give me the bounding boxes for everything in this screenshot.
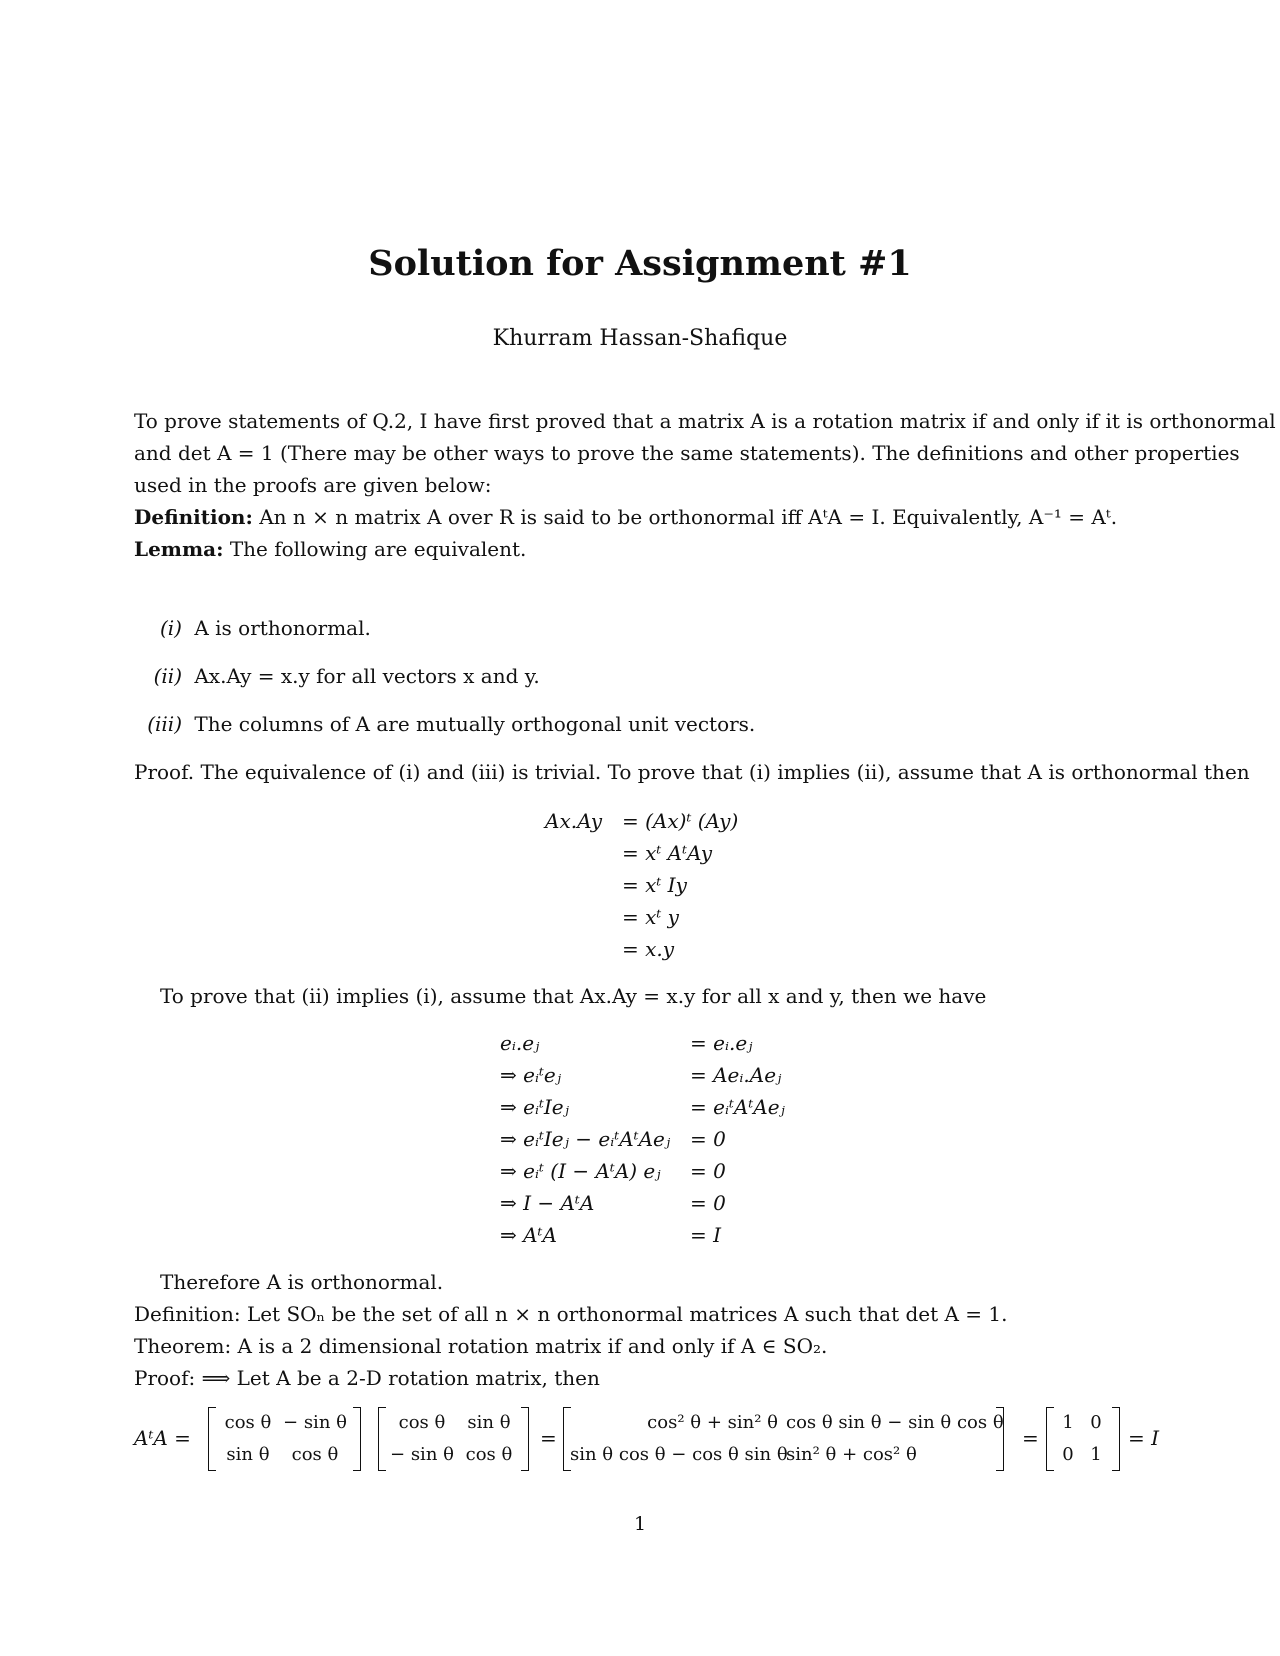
matrix-cell: sin² θ + cos² θ	[786, 1444, 917, 1465]
intro-line-1: To prove statements of Q.2, I have first proved that a matrix A is a rotation matrix if and only if it is orthonormal	[134, 409, 1276, 433]
right-bracket	[996, 1407, 1004, 1471]
equation-1-row: = x.y	[622, 937, 675, 961]
theorem: Theorem: A is a 2 dimensional rotation matrix if and only if A ∈ SO₂.	[134, 1334, 828, 1358]
equation-2-rhs: = Aeᵢ.Aeⱼ	[690, 1063, 782, 1087]
matrix-cell: sin θ	[226, 1444, 270, 1465]
right-bracket	[1112, 1407, 1120, 1471]
equation-2-lhs: ⇒ I − AᵗA	[500, 1191, 595, 1215]
equation-1-row: = xᵗ AᵗAy	[622, 841, 712, 865]
matrix-lhs: AᵗA =	[134, 1426, 191, 1450]
matrix-equals: =	[1022, 1426, 1039, 1450]
matrix-cell: − sin θ	[283, 1412, 347, 1433]
equation-2-lhs: ⇒ eᵢᵗIeⱼ − eᵢᵗAᵗAeⱼ	[500, 1127, 671, 1151]
equation-2-lhs: eᵢ.eⱼ	[500, 1031, 540, 1055]
equation-1-row: = (Ax)ᵗ (Ay)	[622, 809, 739, 833]
left-bracket	[208, 1407, 216, 1471]
matrix-cell: sin θ cos θ − cos θ sin θ	[570, 1444, 788, 1465]
list-item	[134, 615, 371, 641]
author-name: Khurram Hassan-Shafique	[492, 326, 788, 351]
equation-2-lhs: ⇒ eᵢᵗeⱼ	[500, 1063, 562, 1087]
matrix-cell: 1	[1090, 1444, 1102, 1465]
conclusion: Therefore A is orthonormal.	[160, 1270, 444, 1294]
equation-2-lhs: ⇒ AᵗA	[500, 1223, 557, 1247]
list-text: Ax.Ay = x.y for all vectors x and y.	[194, 664, 540, 688]
equation-2-lhs: ⇒ eᵢᵗIeⱼ	[500, 1095, 569, 1119]
list-item	[134, 663, 540, 689]
matrix-cell: 1	[1062, 1412, 1074, 1433]
matrix-cell: 0	[1062, 1444, 1074, 1465]
matrix-cell: 0	[1090, 1412, 1102, 1433]
lemma	[134, 536, 526, 562]
proof-paragraph-2: To prove that (ii) implies (i), assume that Ax.Ay = x.y for all x and y, then we have	[160, 984, 987, 1008]
matrix-cell: cos θ	[291, 1444, 339, 1465]
definition-label: Definition:	[134, 505, 253, 529]
matrix-rhs: = I	[1128, 1426, 1160, 1450]
page-title: Solution for Assignment #1	[368, 243, 912, 284]
list-marker: (i)	[159, 616, 182, 640]
equation-2-rhs: = I	[690, 1223, 722, 1247]
page-number: 1	[633, 1513, 647, 1535]
matrix-cell: sin θ	[467, 1412, 511, 1433]
matrix-cell: cos θ	[224, 1412, 272, 1433]
intro-line-3: used in the proofs are given below:	[134, 473, 492, 497]
right-bracket	[353, 1407, 361, 1471]
equation-2-rhs: = eᵢ.eⱼ	[690, 1031, 753, 1055]
proof-paragraph-3: Proof: ⟹ Let A be a 2-D rotation matrix, then	[134, 1366, 600, 1390]
list-text: A is orthonormal.	[194, 616, 371, 640]
left-bracket	[1046, 1407, 1054, 1471]
equation-1-row: = xᵗ Iy	[622, 873, 687, 897]
equation-2-rhs: = 0	[690, 1127, 726, 1151]
matrix-cell: cos θ	[465, 1444, 513, 1465]
left-bracket	[378, 1407, 386, 1471]
equation-1-lhs: Ax.Ay	[545, 809, 603, 833]
matrix-equals: =	[540, 1426, 557, 1450]
equation-2-lhs: ⇒ eᵢᵗ (I − AᵗA) eⱼ	[500, 1159, 661, 1183]
lemma-text: The following are equivalent.	[229, 537, 527, 561]
equation-2-rhs: = eᵢᵗAᵗAeⱼ	[690, 1095, 785, 1119]
equation-2-rhs: = 0	[690, 1191, 726, 1215]
matrix-cell: cos² θ + sin² θ	[647, 1412, 778, 1433]
list-marker: (ii)	[153, 664, 182, 688]
right-bracket	[521, 1407, 529, 1471]
equation-2-rhs: = 0	[690, 1159, 726, 1183]
matrix-cell: − sin θ	[390, 1444, 454, 1465]
lemma-label: Lemma:	[134, 537, 224, 561]
proof-paragraph-1: Proof. The equivalence of (i) and (iii) is trivial. To prove that (i) implies (ii), assume that A is orthonormal then	[134, 760, 1250, 784]
intro-line-2: and det A = 1 (There may be other ways to prove the same statements). The definitions and other properties	[134, 441, 1240, 465]
definition-son: Definition: Let SOₙ be the set of all n × n orthonormal matrices A such that det A = 1.	[134, 1302, 1008, 1326]
definition-text: An n × n matrix A over R is said to be orthonormal iff AᵗA = I. Equivalently, A⁻¹ = Aᵗ.	[259, 505, 1118, 529]
equation-1-row: = xᵗ y	[622, 905, 679, 929]
list-item	[134, 711, 755, 737]
definition-orthonormal	[134, 504, 1117, 530]
list-text: The columns of A are mutually orthogonal unit vectors.	[194, 712, 756, 736]
matrix-cell: cos θ sin θ − sin θ cos θ	[786, 1412, 1004, 1433]
list-marker: (iii)	[147, 712, 182, 736]
matrix-cell: cos θ	[398, 1412, 446, 1433]
